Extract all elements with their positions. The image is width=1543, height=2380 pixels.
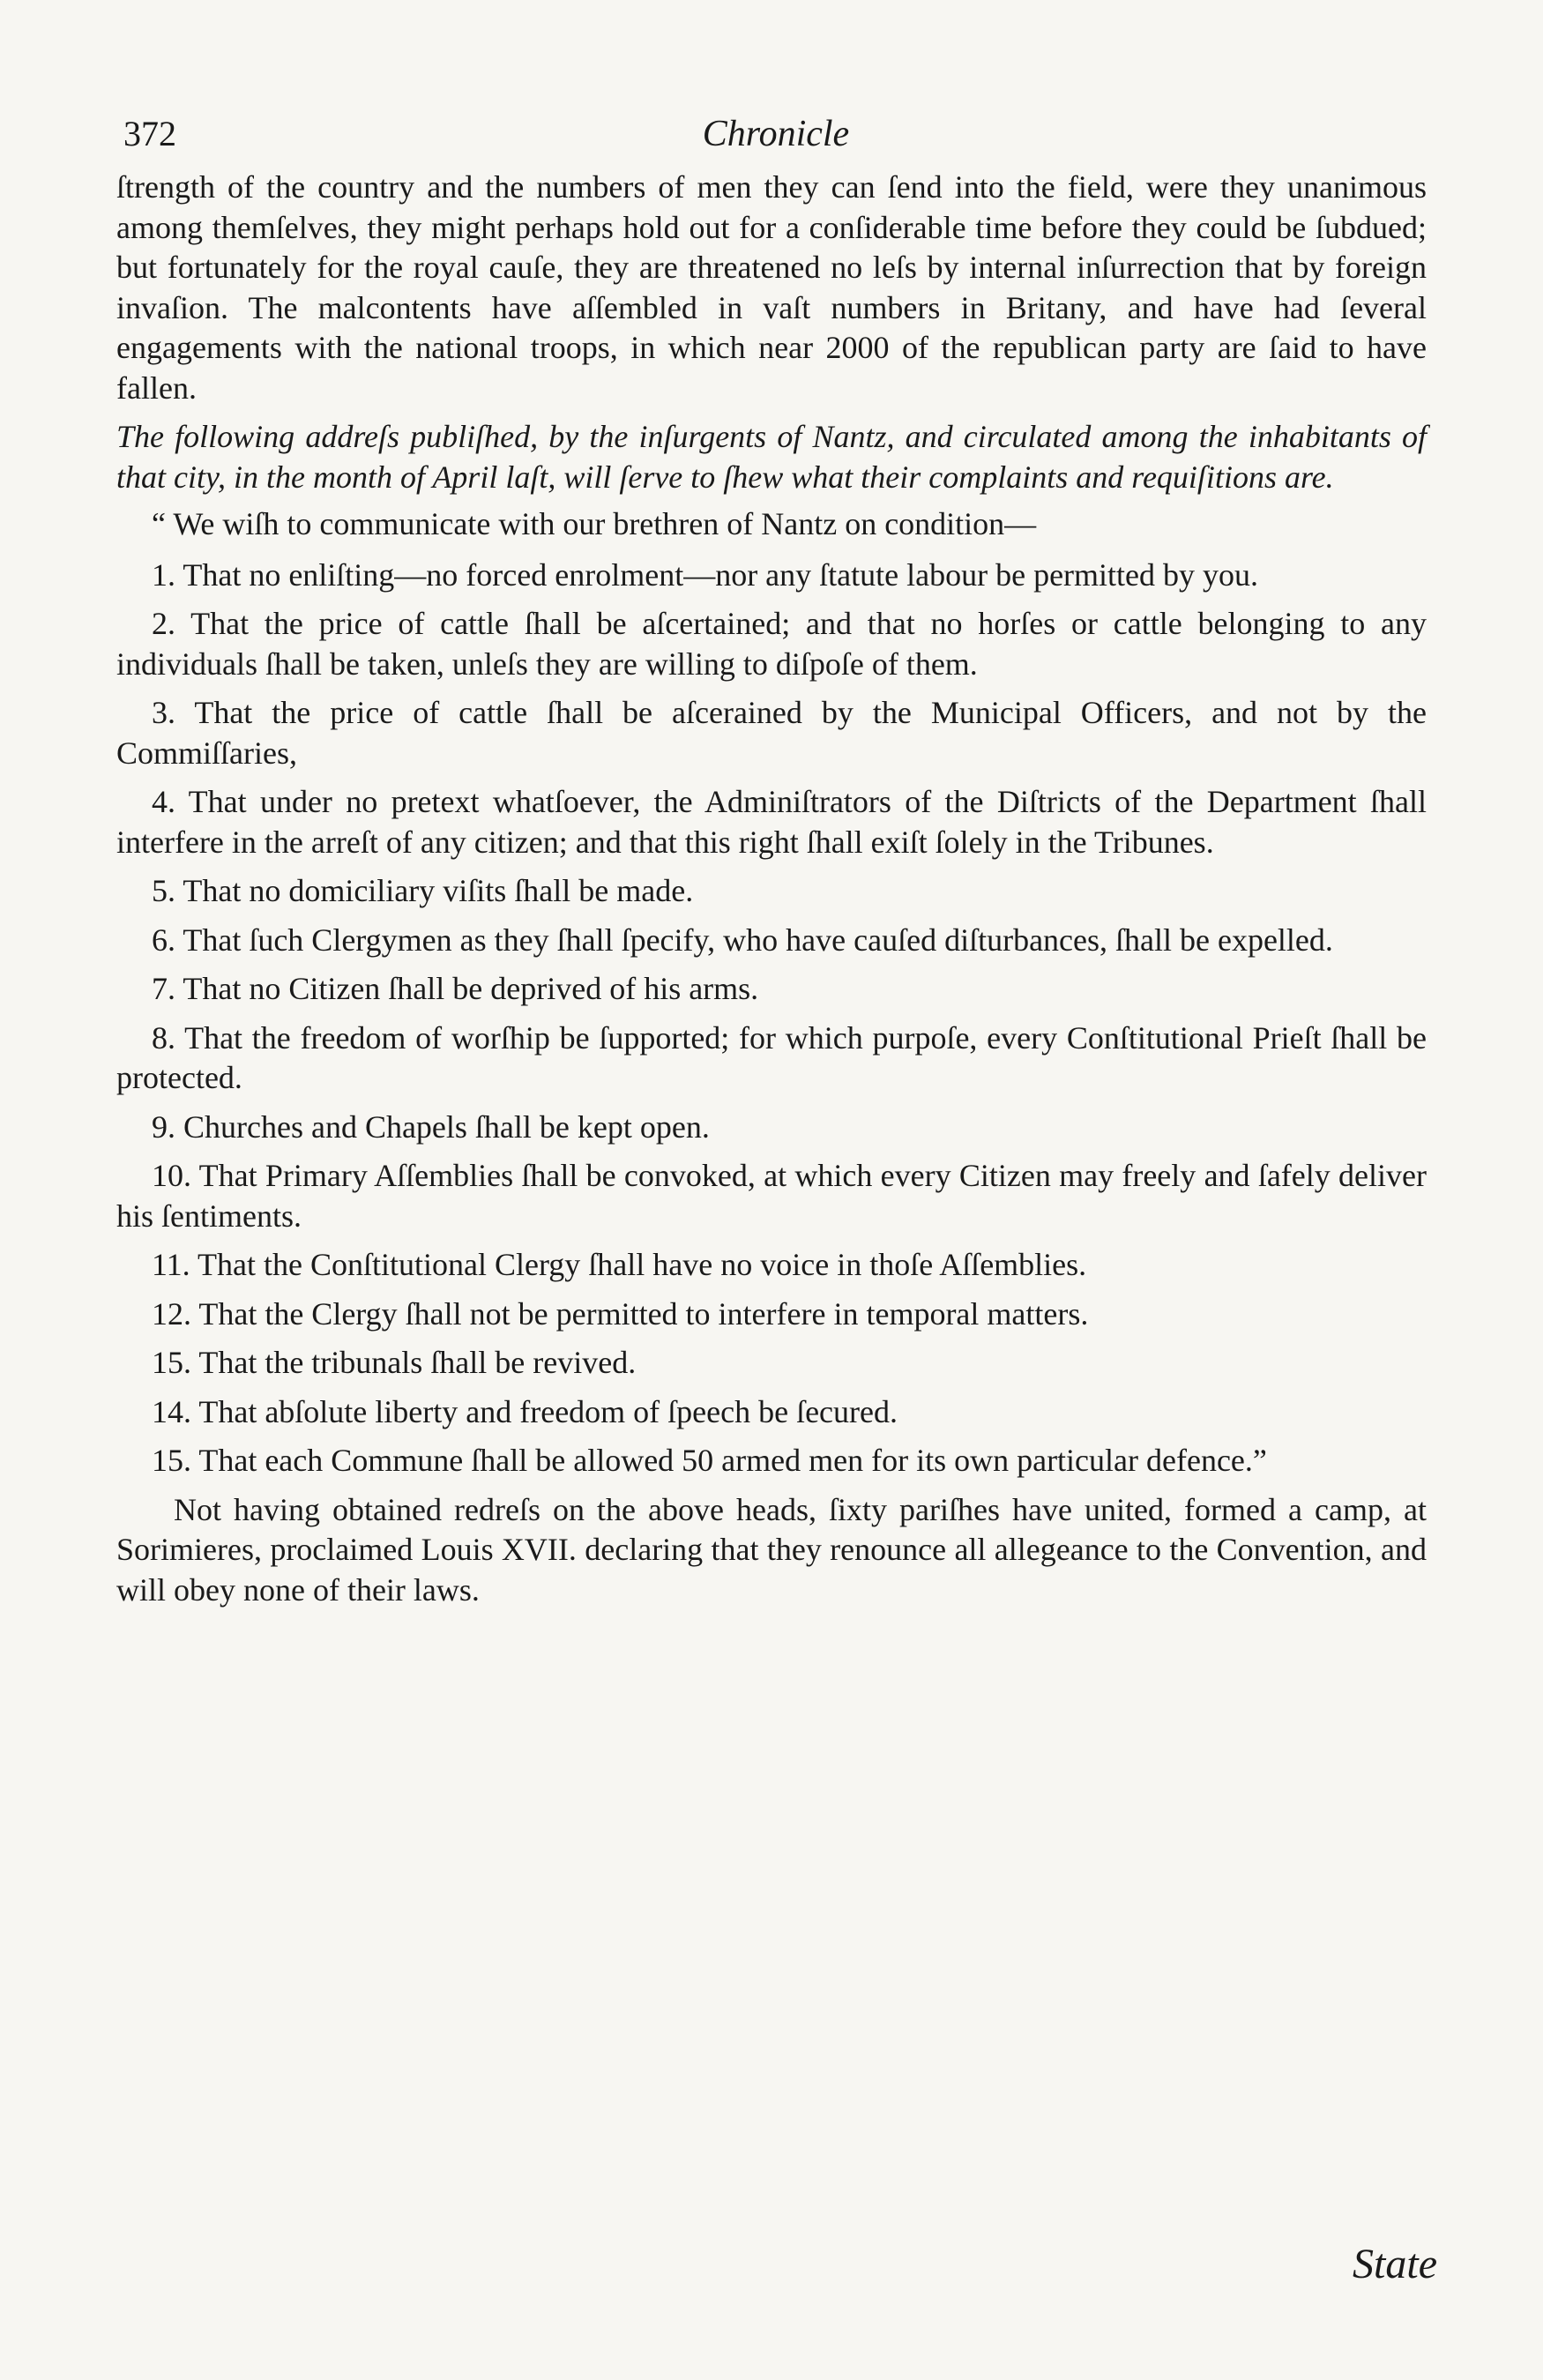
condition-item: 11. That the Conſtitutional Clergy ſhall have no voice in thoſe Aſſemblies.: [152, 1247, 1087, 1282]
condition-item: 15. That each Commune ſhall be allowed 50 armed men for its own particular defence.”: [152, 1443, 1267, 1478]
page-header: [123, 113, 1428, 166]
condition-item: 3. That the price of cattle ſhall be aſcerained by the Municipal Officers, and not by the Commiſſaries,: [116, 695, 1427, 771]
condition-item: 8. That the freedom of worſhip be ſupported; for which purpoſe, every Conſtitutional Prieſt ſhall be protected.: [116, 1019, 1427, 1095]
intro-paragraph: ſtrength of the country and the numbers of men they can ſend into the field, were they unanimous among themſelves, they might perhaps hold out for a conſiderable time before they could be ſubdued; but fortunately for the royal cauſe, they are threatened no leſs by internal inſurrection that by foreign invaſion. The malcontents have aſſembled in vaſt numbers in Britany, and have had ſeveral engagements with the national troops, in which near 2000 of the republican party are ſaid to have fallen.: [116, 169, 1427, 406]
condition-item: 7. That no Citizen ſhall be deprived of his arms.: [152, 971, 759, 1006]
condition-item: 9. Churches and Chapels ſhall be kept open.: [152, 1108, 710, 1145]
condition-item: 1. That no enliſting—no forced enrolment—nor any ſtatute labour be permitted by you.: [152, 556, 1259, 593]
body-text: [116, 168, 1427, 1610]
catchword: State: [1353, 2241, 1437, 2287]
condition-item: 15. That the tribunals ſhall be revived.: [152, 1345, 637, 1380]
condition-item: 2. That the price of cattle ſhall be aſcertained; and that no horſes or cattle belonging to any individuals ſhall be taken, unleſs they are willing to diſpoſe of them.: [116, 606, 1427, 682]
address-introduction: The following addreſs publiſhed, by the inſurgents of Nantz, and circulated among the inhabitants of that city, in the month of April laſt, will ſerve to ſhew what their complaints and requiſitions are.: [116, 419, 1427, 495]
condition-item: 6. That ſuch Clergymen as they ſhall ſpecify, who have cauſed diſturbances, ſhall be expelled.: [152, 921, 1333, 958]
condition-item: 5. That no domiciliary viſits ſhall be made.: [152, 873, 694, 908]
condition-item: 4. That under no pretext whatſoever, the Adminiſtrators of the Diſtricts of the Department ſhall interfere in the arreſt of any citizen; and that this right ſhall exiſt ſolely in the Tribunes.: [116, 784, 1427, 860]
running-head: Chronicle: [702, 114, 850, 154]
condition-item: 12. That the Clergy ſhall not be permitted to interfere in temporal matters.: [152, 1295, 1089, 1332]
page-number: 372: [123, 114, 176, 153]
closing-paragraph: Not having obtained redreſs on the above heads, ſixty pariſhes have united, formed a camp, at Sorimieres, proclaimed Louis XVII. declaring that they renounce all allegeance to the Convention, and will obey none of their laws.: [116, 1491, 1427, 1608]
condition-item: 14. That abſolute liberty and freedom of ſpeech be ſecured.: [152, 1393, 898, 1429]
condition-item: 10. That Primary Aſſemblies ſhall be convoked, at which every Citizen may freely and ſafely deliver his ſentiments.: [116, 1158, 1427, 1234]
address-opening: “ We wiſh to communicate with our brethren of Nantz on condition—: [152, 506, 1037, 541]
